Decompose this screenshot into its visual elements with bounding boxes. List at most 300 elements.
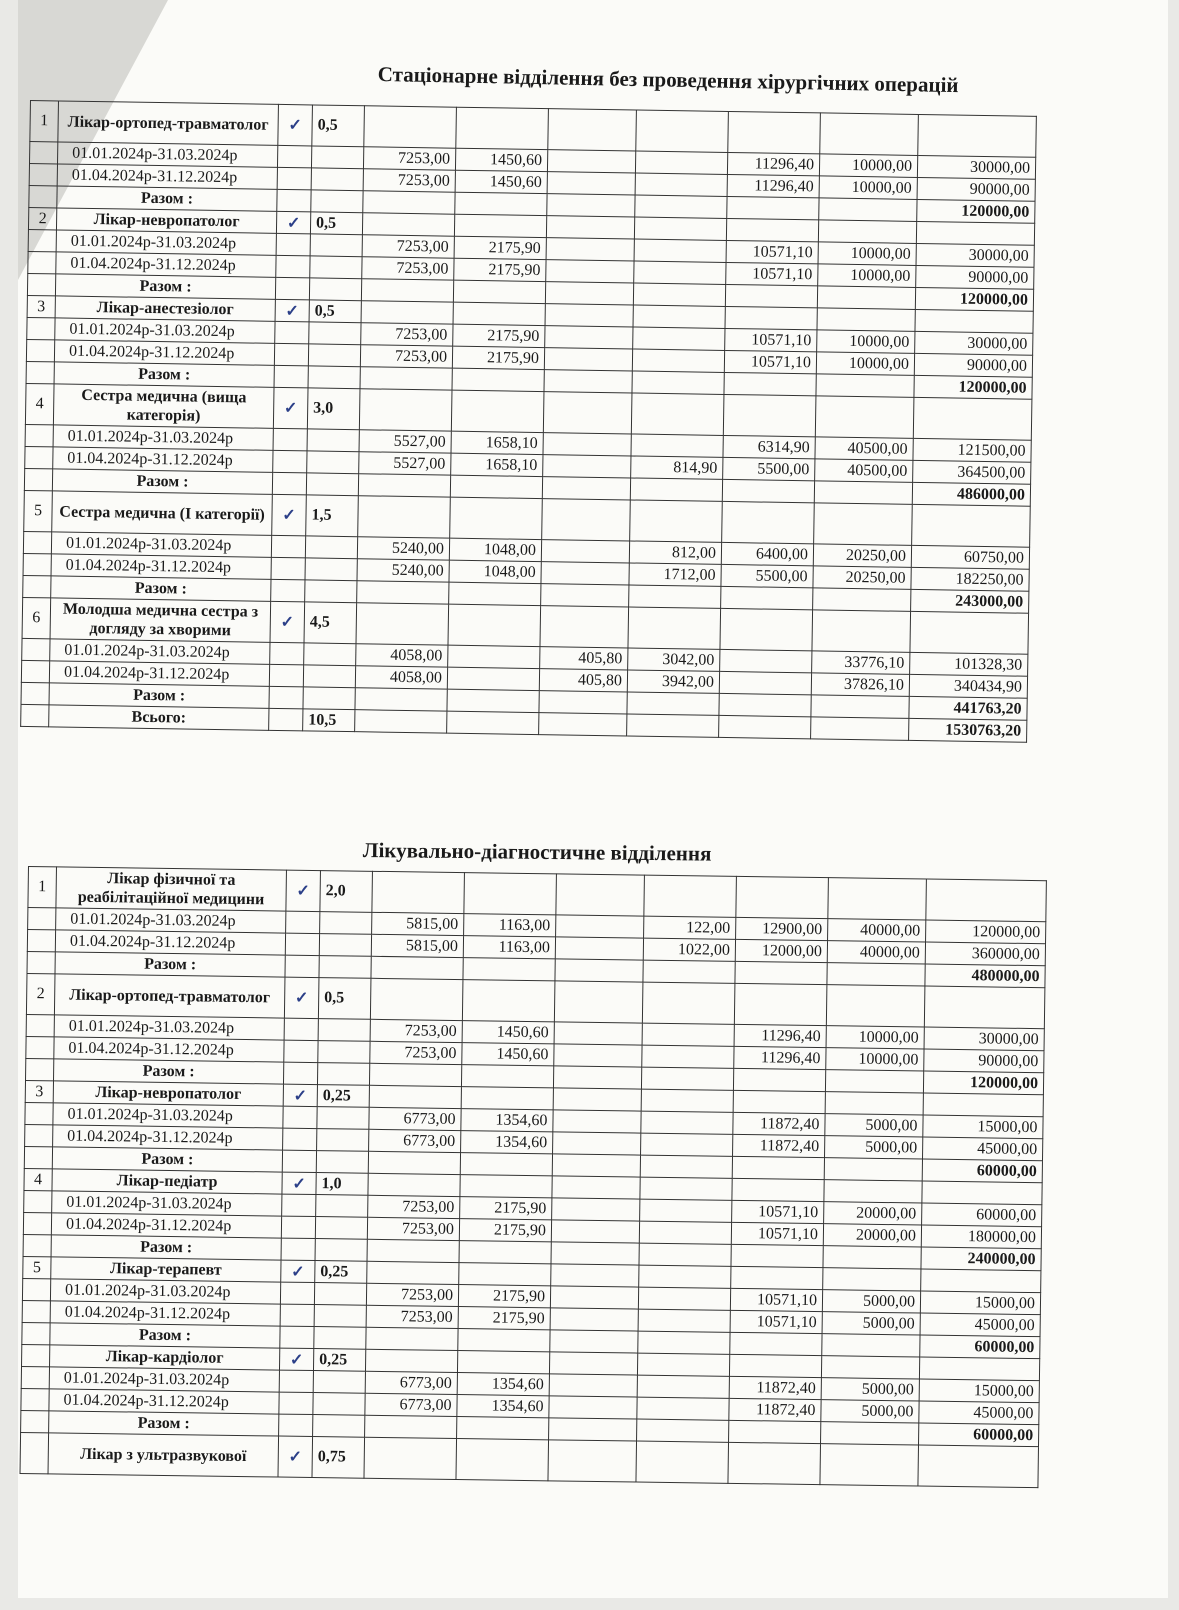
empty-cell <box>303 687 355 710</box>
salary-value: 6773,00 <box>369 1129 461 1152</box>
empty-cell <box>731 1266 823 1289</box>
empty-cell <box>313 1371 365 1394</box>
empty-cell <box>455 192 547 215</box>
empty-cell <box>548 109 637 151</box>
position-name: Молодша медична сестра з догляду за хворими <box>50 598 271 642</box>
empty-cell <box>314 1283 366 1306</box>
empty-cell <box>461 1087 553 1110</box>
empty-cell <box>916 221 1034 245</box>
period-total-value: 90000,00 <box>924 1049 1044 1073</box>
allowance-value <box>638 1287 730 1310</box>
subtotal-value: 60000,00 <box>920 1335 1040 1359</box>
empty-cell <box>632 371 724 394</box>
period-range: 01.04.2024р-31.12.2024р <box>49 661 269 686</box>
monthly-total-value: 10000,00 <box>816 352 914 376</box>
empty-cell <box>26 361 54 383</box>
period-total-value: 15000,00 <box>923 1115 1043 1139</box>
extra-bonus-value <box>546 238 634 261</box>
extra-bonus-value <box>555 937 643 960</box>
period-range: 01.01.2024р-31.03.2024р <box>55 318 275 343</box>
empty-cell <box>456 1439 549 1481</box>
empty-cell <box>643 960 735 983</box>
empty-cell <box>355 688 447 711</box>
empty-cell <box>641 1067 733 1090</box>
empty-cell <box>635 195 727 218</box>
empty-cell <box>826 985 925 1027</box>
empty-cell <box>463 958 555 981</box>
empty-cell <box>811 717 909 741</box>
empty-cell <box>630 500 723 542</box>
staff-rate: 1,5 <box>306 495 359 537</box>
empty-cell <box>817 286 915 310</box>
monthly-total-value: 10000,00 <box>819 154 917 178</box>
empty-cell <box>30 142 58 164</box>
empty-cell <box>644 875 737 917</box>
empty-cell <box>279 1392 313 1414</box>
empty-cell <box>640 1155 732 1178</box>
empty-cell <box>733 1090 825 1113</box>
period-total-value: 101328,30 <box>910 652 1028 676</box>
empty-cell <box>553 1066 641 1089</box>
supplement-value <box>720 649 812 672</box>
empty-cell <box>367 1261 459 1284</box>
empty-cell <box>556 874 645 916</box>
empty-cell <box>315 1239 367 1262</box>
empty-cell <box>304 643 356 666</box>
monthly-total-value: 5000,00 <box>821 1378 919 1401</box>
supplement-value: 10571,10 <box>731 1222 823 1245</box>
empty-cell <box>25 1102 53 1124</box>
empty-cell <box>21 660 49 682</box>
staff-rate: 0,25 <box>317 1085 369 1108</box>
empty-cell <box>729 1354 821 1377</box>
empty-cell <box>730 1332 822 1355</box>
category-bonus-value: 1450,60 <box>462 1021 554 1044</box>
position-number: 3 <box>27 295 55 317</box>
period-range: 01.01.2024р-31.03.2024р <box>53 425 273 450</box>
subtotal-value: 60000,00 <box>919 1423 1039 1447</box>
extra-bonus-value <box>545 326 633 349</box>
salary-value: 7253,00 <box>362 235 454 258</box>
empty-cell <box>21 1410 49 1432</box>
salary-value: 7253,00 <box>363 147 455 170</box>
empty-cell <box>723 394 816 436</box>
extra-bonus-value <box>541 562 629 585</box>
salary-value: 5527,00 <box>359 430 451 453</box>
position-name: Лікар-ортопед-травматолог <box>58 101 279 145</box>
extra-bonus-value <box>549 1374 637 1397</box>
check-mark: ✓ <box>281 1260 315 1282</box>
empty-cell <box>26 1014 54 1036</box>
empty-cell <box>637 1353 729 1376</box>
empty-cell <box>275 321 309 344</box>
empty-cell <box>23 1212 51 1234</box>
empty-cell <box>285 955 319 977</box>
empty-cell <box>454 214 546 237</box>
category-bonus-value <box>448 645 540 668</box>
empty-cell <box>356 603 449 645</box>
empty-cell <box>922 1181 1042 1205</box>
empty-cell <box>286 911 320 933</box>
empty-cell <box>545 282 633 305</box>
check-mark: ✓ <box>284 977 319 1018</box>
position-name: Лікар з ультразвукової <box>48 1433 279 1477</box>
empty-cell <box>358 474 450 497</box>
empty-cell <box>552 1154 640 1177</box>
empty-cell <box>915 309 1033 333</box>
category-bonus-value: 1658,10 <box>451 431 543 454</box>
empty-cell <box>282 1150 316 1172</box>
empty-cell <box>451 390 544 432</box>
empty-cell <box>825 1070 923 1093</box>
empty-cell <box>457 1351 549 1374</box>
position-number: 2 <box>26 973 55 1014</box>
check-mark: ✓ <box>273 387 308 429</box>
position-number: 6 <box>22 597 51 638</box>
empty-cell <box>639 1243 731 1266</box>
salary-value: 7253,00 <box>367 1217 459 1240</box>
empty-cell <box>309 278 361 301</box>
extra-bonus-value <box>543 455 631 478</box>
empty-cell <box>316 1151 368 1174</box>
check-mark: ✓ <box>275 299 309 322</box>
empty-cell <box>279 1414 313 1436</box>
empty-cell <box>361 301 453 324</box>
salary-value: 7253,00 <box>370 1019 462 1042</box>
monthly-total-value: 20250,00 <box>813 544 911 568</box>
period-range: 01.01.2024р-31.03.2024р <box>50 1279 280 1304</box>
category-bonus-value: 2175,90 <box>460 1197 552 1220</box>
staff-rate: 0,75 <box>312 1437 365 1479</box>
empty-cell <box>28 908 56 930</box>
subtotal-label: Разом : <box>55 274 275 299</box>
empty-cell <box>450 475 542 498</box>
staff-rate: 0,5 <box>310 212 362 235</box>
empty-cell <box>733 1068 825 1091</box>
empty-cell <box>358 496 451 538</box>
empty-cell <box>725 284 817 307</box>
empty-cell <box>311 168 363 191</box>
empty-cell <box>273 450 307 473</box>
empty-cell <box>317 1063 369 1086</box>
empty-cell <box>270 642 304 665</box>
grand-total-rate: 10,5 <box>303 709 355 732</box>
subtotal-value: 480000,00 <box>925 964 1045 988</box>
allowance-value <box>631 434 723 457</box>
empty-cell <box>277 145 311 168</box>
subtotal-label: Разом : <box>51 576 271 601</box>
empty-cell <box>310 256 362 279</box>
subtotal-label: Разом : <box>52 1147 282 1172</box>
empty-cell <box>27 273 55 295</box>
extra-bonus-value <box>550 1308 638 1331</box>
monthly-total-value: 40000,00 <box>827 941 925 964</box>
category-bonus-value: 2175,90 <box>454 236 546 259</box>
staff-rate: 1,0 <box>316 1173 368 1196</box>
empty-cell <box>22 1278 50 1300</box>
empty-cell <box>283 1128 317 1150</box>
subtotal-label: Разом : <box>49 683 269 708</box>
empty-cell <box>447 711 539 734</box>
check-mark: ✓ <box>278 1436 313 1477</box>
empty-cell <box>311 146 363 169</box>
empty-cell <box>636 110 729 152</box>
category-bonus-value: 1163,00 <box>464 914 556 937</box>
empty-cell <box>719 693 811 716</box>
period-total-value: 364500,00 <box>913 460 1031 484</box>
category-bonus-value: 1450,60 <box>455 148 547 171</box>
empty-cell <box>365 1415 457 1438</box>
empty-cell <box>269 686 303 709</box>
empty-cell <box>736 876 829 918</box>
empty-cell <box>631 393 724 435</box>
empty-cell <box>731 1244 823 1267</box>
empty-cell <box>364 1437 457 1479</box>
position-number: 1 <box>28 867 57 908</box>
empty-cell <box>319 956 371 979</box>
monthly-total-value: 5000,00 <box>822 1290 920 1313</box>
empty-cell <box>22 638 50 660</box>
subtotal-value: 120000,00 <box>917 199 1035 223</box>
empty-cell <box>366 1327 458 1350</box>
empty-cell <box>549 1352 637 1375</box>
period-range: 01.04.2024р-31.12.2024р <box>55 930 285 955</box>
empty-cell <box>279 1370 313 1392</box>
position-name: Лікар-кардіолог <box>50 1345 280 1370</box>
monthly-total-value: 5000,00 <box>825 1136 923 1159</box>
period-total-value: 45000,00 <box>920 1313 1040 1337</box>
empty-cell <box>828 878 927 920</box>
position-name: Лікар-педіатр <box>52 1169 282 1194</box>
empty-cell <box>827 963 925 986</box>
empty-cell <box>821 1356 919 1379</box>
extra-bonus-value <box>550 1286 638 1309</box>
period-total-value: 182250,00 <box>911 567 1029 591</box>
subtotal-label: Разом : <box>55 952 285 977</box>
allowance-value <box>634 239 726 262</box>
empty-cell <box>539 713 627 736</box>
grand-total-value: 1530763,20 <box>909 718 1027 742</box>
position-name: Сестра медична (І категорії) <box>52 491 273 535</box>
period-range: 01.01.2024р-31.03.2024р <box>57 142 277 167</box>
period-total-value: 60750,00 <box>911 545 1029 569</box>
period-range: 01.04.2024р-31.12.2024р <box>54 1037 284 1062</box>
period-range: 01.01.2024р-31.03.2024р <box>53 1103 283 1128</box>
empty-cell <box>269 708 303 731</box>
allowance-value <box>637 1397 729 1420</box>
empty-cell <box>28 251 56 273</box>
allowance-value <box>635 173 727 196</box>
position-name: Сестра медична (вища категорія) <box>53 384 274 428</box>
check-mark: ✓ <box>278 104 313 146</box>
extra-bonus-value <box>552 1198 640 1221</box>
empty-cell <box>546 216 634 239</box>
extra-bonus-value <box>547 150 635 173</box>
allowance-value <box>634 261 726 284</box>
empty-cell <box>313 1415 365 1438</box>
salary-value: 7253,00 <box>370 1041 462 1064</box>
empty-cell <box>552 1176 640 1199</box>
salary-value: 6773,00 <box>365 1393 457 1416</box>
empty-cell <box>912 504 1031 547</box>
subtotal-value: 120000,00 <box>914 375 1032 399</box>
period-total-value: 121500,00 <box>913 438 1031 462</box>
supplement-value: 6314,90 <box>723 435 815 458</box>
empty-cell <box>368 1173 460 1196</box>
subtotal-label: Разом : <box>50 1323 280 1348</box>
empty-cell <box>359 389 452 431</box>
empty-cell <box>816 374 914 398</box>
empty-cell <box>24 1190 52 1212</box>
supplement-value: 6400,00 <box>721 542 813 565</box>
salary-value: 7253,00 <box>361 323 453 346</box>
empty-cell <box>923 1093 1043 1117</box>
empty-cell <box>630 478 722 501</box>
period-total-value: 45000,00 <box>922 1137 1042 1161</box>
period-total-value: 90000,00 <box>916 265 1034 289</box>
supplement-value: 11872,40 <box>733 1112 825 1135</box>
salary-value: 7253,00 <box>363 169 455 192</box>
empty-cell <box>815 396 914 439</box>
empty-cell <box>318 1019 370 1042</box>
position-name: Лікар-терапевт <box>51 1257 281 1282</box>
allowance-value: 812,00 <box>629 541 721 564</box>
monthly-total-value: 10000,00 <box>818 242 916 266</box>
monthly-total-value: 40500,00 <box>815 459 913 483</box>
empty-cell <box>813 588 911 612</box>
empty-cell <box>722 479 814 502</box>
allowance-value <box>642 1045 734 1068</box>
monthly-total-value: 20000,00 <box>823 1224 921 1247</box>
check-mark: ✓ <box>276 211 310 234</box>
check-mark: ✓ <box>270 601 305 643</box>
section-title-diagnostic: Лікувально-діагностичне відділення <box>362 838 712 866</box>
monthly-total-value: 40500,00 <box>815 437 913 461</box>
position-number: 5 <box>24 490 53 531</box>
extra-bonus-value <box>551 1220 639 1243</box>
empty-cell <box>26 339 54 361</box>
monthly-total-value: 10000,00 <box>819 176 917 200</box>
empty-cell <box>307 429 359 452</box>
empty-cell <box>281 1216 315 1238</box>
empty-cell <box>453 280 545 303</box>
monthly-total-value: 10000,00 <box>818 264 916 288</box>
subtotal-value: 243000,00 <box>911 589 1029 613</box>
period-range: 01.04.2024р-31.12.2024р <box>54 340 274 365</box>
empty-cell <box>308 366 360 389</box>
empty-cell <box>627 714 719 737</box>
empty-cell <box>551 1264 639 1287</box>
empty-cell <box>364 106 457 148</box>
allowance-value <box>632 349 724 372</box>
empty-cell <box>313 1393 365 1416</box>
empty-cell <box>307 451 359 474</box>
supplement-value: 11296,40 <box>727 174 819 197</box>
empty-cell <box>305 536 357 559</box>
allowance-value: 814,90 <box>631 456 723 479</box>
allowance-value: 122,00 <box>644 916 736 939</box>
empty-cell <box>276 255 310 278</box>
empty-cell <box>548 1440 637 1482</box>
period-range: 01.04.2024р-31.12.2024р <box>51 1213 281 1238</box>
category-bonus-value: 2175,90 <box>458 1307 550 1330</box>
empty-cell <box>277 189 311 212</box>
empty-cell <box>363 191 455 214</box>
subtotal-label: Разом : <box>51 1235 281 1260</box>
position-number: 4 <box>24 1168 52 1190</box>
allowance-value: 1022,00 <box>643 938 735 961</box>
empty-cell <box>360 367 452 390</box>
empty-cell <box>823 1268 921 1291</box>
empty-cell <box>27 951 55 973</box>
extra-bonus-value <box>541 540 629 563</box>
empty-cell <box>543 392 632 434</box>
empty-cell <box>269 664 303 687</box>
allowance-value <box>639 1221 731 1244</box>
monthly-total-value: 10000,00 <box>817 330 915 354</box>
empty-cell <box>21 1366 49 1388</box>
empty-cell <box>735 961 827 984</box>
subtotal-value: 240000,00 <box>921 1247 1041 1271</box>
supplement-value: 10571,10 <box>725 328 817 351</box>
empty-cell <box>732 1178 824 1201</box>
empty-cell <box>726 218 818 241</box>
empty-cell <box>729 1420 821 1443</box>
period-total-value: 180000,00 <box>921 1225 1041 1249</box>
monthly-total-value: 20000,00 <box>824 1202 922 1225</box>
position-number <box>22 1344 50 1366</box>
empty-cell <box>633 305 725 328</box>
empty-cell <box>627 692 719 715</box>
monthly-total-value: 33776,10 <box>812 651 910 675</box>
empty-cell <box>25 446 53 468</box>
empty-cell <box>820 113 919 156</box>
empty-cell <box>633 283 725 306</box>
staff-rate: 0,5 <box>312 105 365 147</box>
salary-value: 6773,00 <box>365 1371 457 1394</box>
supplement-value: 10571,10 <box>730 1310 822 1333</box>
empty-cell <box>280 1326 314 1348</box>
empty-cell <box>271 579 305 602</box>
subtotal-label: Разом : <box>57 186 277 211</box>
empty-cell <box>636 1441 729 1483</box>
empty-cell <box>28 229 56 251</box>
category-bonus-value: 2175,90 <box>453 324 545 347</box>
empty-cell <box>23 1234 51 1256</box>
check-mark: ✓ <box>272 494 307 536</box>
extra-bonus-value <box>547 172 635 195</box>
empty-cell <box>27 317 55 339</box>
empty-cell <box>728 1442 821 1484</box>
empty-cell <box>275 277 309 300</box>
empty-cell <box>318 1041 370 1064</box>
supplement-value: 11872,40 <box>729 1398 821 1421</box>
empty-cell <box>637 1419 729 1442</box>
monthly-total-value: 20250,00 <box>813 566 911 590</box>
empty-cell <box>910 611 1029 654</box>
period-total-value: 120000,00 <box>926 920 1046 944</box>
empty-cell <box>357 581 449 604</box>
staff-rate: 0,25 <box>313 1349 365 1372</box>
scanned-page <box>18 0 1168 1598</box>
salary-value: 7253,00 <box>366 1305 458 1328</box>
period-range: 01.01.2024р-31.03.2024р <box>54 1015 284 1040</box>
empty-cell <box>280 1304 314 1326</box>
empty-cell <box>823 1246 921 1269</box>
empty-cell <box>277 167 311 190</box>
empty-cell <box>544 370 632 393</box>
empty-cell <box>825 1092 923 1115</box>
